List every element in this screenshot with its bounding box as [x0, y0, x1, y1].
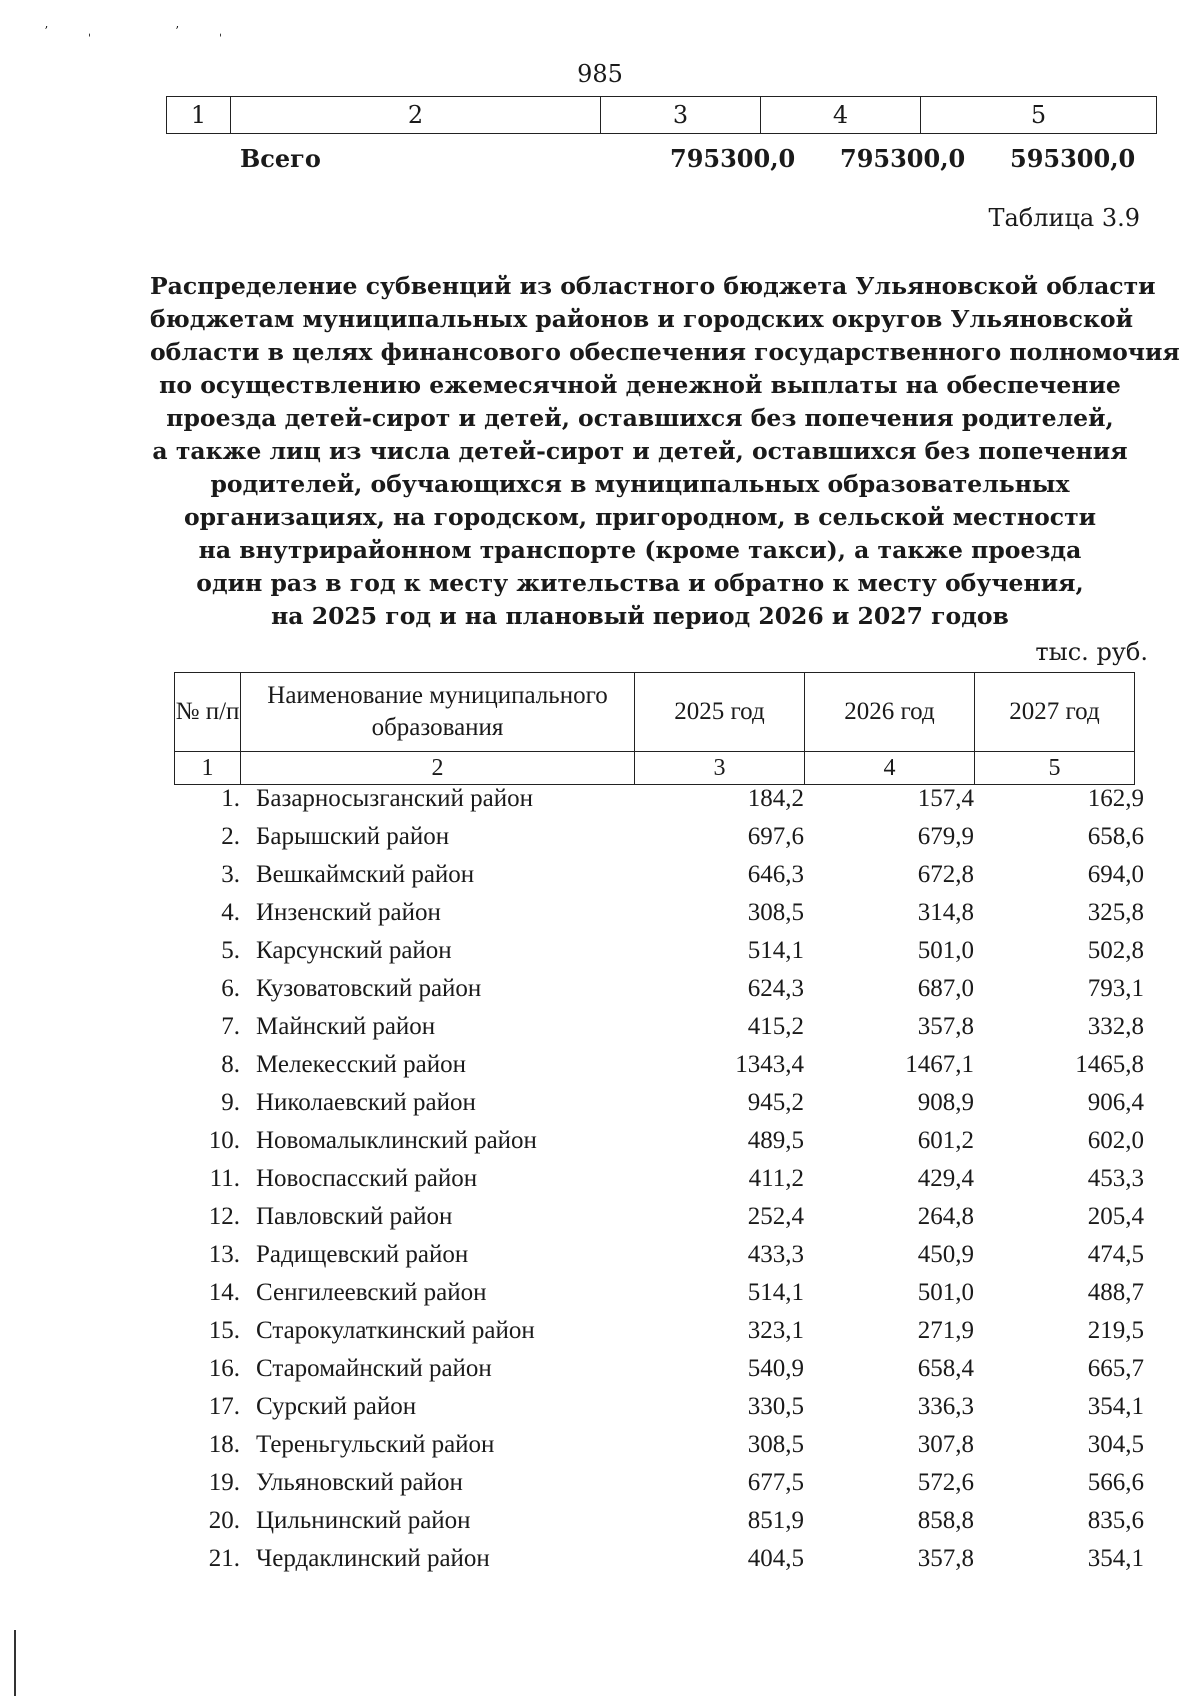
value-2027: 835,6: [1087, 1507, 1144, 1534]
district-name: Павловский район: [256, 1203, 453, 1230]
district-name: Сурский район: [256, 1393, 417, 1420]
district-name: Кузоватовский район: [256, 975, 482, 1002]
value-2026: 679,9: [917, 823, 974, 850]
value-2025: 851,9: [747, 1507, 804, 1534]
table-label: Таблица 3.9: [988, 204, 1140, 232]
value-2027: 694,0: [1087, 861, 1144, 888]
table-row: [174, 1046, 1144, 1084]
value-2026: 450,9: [917, 1241, 974, 1268]
value-2025: 415,2: [747, 1013, 804, 1040]
value-2026: 264,8: [917, 1203, 974, 1230]
col-number-5: 5: [921, 97, 1157, 134]
totals-2026: 795300,0: [840, 144, 966, 173]
value-2027: 566,6: [1087, 1469, 1144, 1496]
value-2027: 304,5: [1087, 1431, 1144, 1458]
table-row: [174, 1236, 1144, 1274]
row-number: 17.: [208, 1393, 240, 1420]
table-row: [174, 1312, 1144, 1350]
value-2025: 308,5: [747, 1431, 804, 1458]
header-2027: 2027 год: [975, 673, 1135, 752]
value-2025: 514,1: [747, 1279, 804, 1306]
row-number: 19.: [208, 1469, 240, 1496]
totals-2025: 795300,0: [670, 144, 796, 173]
totals-row: [240, 144, 1140, 178]
table-row: [174, 1008, 1144, 1046]
value-2027: 474,5: [1087, 1241, 1144, 1268]
page-number: 985: [577, 60, 623, 88]
value-2025: 945,2: [747, 1089, 804, 1116]
value-2027: 665,7: [1087, 1355, 1144, 1382]
value-2026: 672,8: [917, 861, 974, 888]
row-number: 18.: [208, 1431, 240, 1458]
district-name: Карсунский район: [256, 937, 452, 964]
table-row: [174, 1122, 1144, 1160]
header-2025: 2025 год: [635, 673, 805, 752]
table-row: [174, 1464, 1144, 1502]
district-name: Майнский район: [256, 1013, 436, 1040]
row-number: 12.: [208, 1203, 240, 1230]
table-row: [174, 780, 1144, 818]
value-2026: 157,4: [917, 785, 974, 812]
value-2025: 330,5: [747, 1393, 804, 1420]
title-line: а также лиц из числа детей-сирот и детей, оставшихся без попечения: [152, 437, 1128, 465]
district-name: Инзенский район: [256, 899, 441, 926]
continuation-header-table: [166, 96, 1157, 134]
table-row: [174, 932, 1144, 970]
district-name: Базарносызганский район: [256, 785, 534, 812]
col-number-4: 4: [761, 97, 921, 134]
value-2025: 184,2: [747, 785, 804, 812]
value-2026: 687,0: [917, 975, 974, 1002]
value-2026: 357,8: [917, 1013, 974, 1040]
subsidy-table-header: [174, 672, 1135, 785]
value-2025: 489,5: [747, 1127, 804, 1154]
value-2026: 501,0: [917, 937, 974, 964]
row-number: 2.: [221, 823, 240, 850]
table-row: [174, 1426, 1144, 1464]
row-number: 13.: [208, 1241, 240, 1268]
value-2025: 323,1: [747, 1317, 804, 1344]
district-name: Старокулаткинский район: [256, 1317, 535, 1344]
value-2026: 314,8: [917, 899, 974, 926]
column-index-4: 4: [805, 752, 975, 785]
table-row: [174, 1540, 1144, 1578]
document-title: [150, 270, 1180, 633]
column-index-1: 1: [175, 752, 241, 785]
value-2027: 906,4: [1087, 1089, 1144, 1116]
district-name: Новомалыклинский район: [256, 1127, 537, 1154]
col-number-1: 1: [167, 97, 231, 134]
value-2027: 219,5: [1087, 1317, 1144, 1344]
col-number-3: 3: [601, 97, 761, 134]
row-number: 10.: [208, 1127, 240, 1154]
value-2025: 697,6: [747, 823, 804, 850]
district-name: Старомайнский район: [256, 1355, 492, 1382]
row-number: 5.: [221, 937, 240, 964]
header-number: № п/п: [175, 673, 241, 752]
table-row: [174, 818, 1144, 856]
value-2027: 453,3: [1087, 1165, 1144, 1192]
table-row: [174, 1350, 1144, 1388]
value-2027: 658,6: [1087, 823, 1144, 850]
value-2027: 602,0: [1087, 1127, 1144, 1154]
table-row: [174, 1160, 1144, 1198]
value-2025: 252,4: [747, 1203, 804, 1230]
value-2027: 162,9: [1087, 785, 1144, 812]
value-2025: 404,5: [747, 1545, 804, 1572]
title-line: один раз в год к месту жительства и обратно к месту обучения,: [196, 569, 1084, 597]
value-2025: 1343,4: [735, 1051, 804, 1078]
value-2027: 502,8: [1087, 937, 1144, 964]
district-name: Николаевский район: [256, 1089, 476, 1116]
value-2026: 429,4: [917, 1165, 974, 1192]
row-number: 1.: [221, 785, 240, 812]
district-name: Мелекесский район: [256, 1051, 467, 1078]
district-name: Ульяновский район: [256, 1469, 463, 1496]
column-index-5: 5: [975, 752, 1135, 785]
row-number: 11.: [209, 1165, 240, 1192]
table-row: [174, 856, 1144, 894]
column-index-3: 3: [635, 752, 805, 785]
value-2025: 624,3: [747, 975, 804, 1002]
value-2025: 514,1: [747, 937, 804, 964]
value-2027: 325,8: [1087, 899, 1144, 926]
district-name: Барышский район: [256, 823, 450, 850]
title-line: бюджетам муниципальных районов и городских округов Ульяновской: [150, 305, 1134, 333]
value-2027: 205,4: [1087, 1203, 1144, 1230]
value-2025: 677,5: [747, 1469, 804, 1496]
district-name: Цильнинский район: [256, 1507, 471, 1534]
table-row: [174, 970, 1144, 1008]
value-2025: 411,2: [748, 1165, 804, 1192]
value-2026: 658,4: [917, 1355, 974, 1382]
scan-corner-marks: ʼˌ ʼˌ: [44, 24, 263, 38]
value-2027: 354,1: [1087, 1545, 1144, 1572]
value-2026: 271,9: [917, 1317, 974, 1344]
value-2027: 354,1: [1087, 1393, 1144, 1420]
district-name: Тереньгульский район: [256, 1431, 495, 1458]
row-number: 21.: [208, 1545, 240, 1572]
table-row: [174, 1084, 1144, 1122]
title-line: на внутрирайонном транспорте (кроме такси), а также проезда: [198, 536, 1082, 564]
value-2027: 793,1: [1087, 975, 1144, 1002]
value-2025: 540,9: [747, 1355, 804, 1382]
district-name: Вешкаймский район: [256, 861, 475, 888]
row-number: 15.: [208, 1317, 240, 1344]
totals-2027: 595300,0: [1010, 144, 1136, 173]
district-name: Сенгилеевский район: [256, 1279, 487, 1306]
value-2026: 1467,1: [905, 1051, 974, 1078]
scan-margin-line: [14, 1630, 16, 1696]
value-2025: 433,3: [747, 1241, 804, 1268]
col-number-2: 2: [231, 97, 601, 134]
value-2026: 858,8: [917, 1507, 974, 1534]
table-row: [174, 1388, 1144, 1426]
title-line: проезда детей-сирот и детей, оставшихся без попечения родителей,: [166, 404, 1114, 432]
row-number: 14.: [208, 1279, 240, 1306]
value-2026: 357,8: [917, 1545, 974, 1572]
table-row: [174, 894, 1144, 932]
title-line: на 2025 год и на плановый период 2026 и 2027 годов: [271, 602, 1009, 630]
table-row: [174, 1274, 1144, 1312]
header-name: Наименование муниципального образования: [241, 673, 635, 752]
row-number: 3.: [221, 861, 240, 888]
value-2027: 488,7: [1087, 1279, 1144, 1306]
table-row: [174, 1502, 1144, 1540]
value-2025: 308,5: [747, 899, 804, 926]
value-2025: 646,3: [747, 861, 804, 888]
title-line: области в целях финансового обеспечения государственного полномочия: [150, 338, 1180, 366]
row-number: 20.: [208, 1507, 240, 1534]
row-number: 9.: [221, 1089, 240, 1116]
value-2026: 601,2: [917, 1127, 974, 1154]
title-line: родителей, обучающихся в муниципальных образовательных: [210, 470, 1070, 498]
subsidy-table-body: [174, 780, 1144, 1578]
row-number: 4.: [221, 899, 240, 926]
header-2026: 2026 год: [805, 673, 975, 752]
units-label: тыс. руб.: [1035, 638, 1148, 666]
totals-label: Всего: [240, 144, 321, 173]
title-line: по осуществлению ежемесячной денежной выплаты на обеспечение: [159, 371, 1121, 399]
row-number: 7.: [221, 1013, 240, 1040]
district-name: Новоспасский район: [256, 1165, 478, 1192]
value-2027: 332,8: [1087, 1013, 1144, 1040]
district-name: Радищевский район: [256, 1241, 469, 1268]
table-row: [174, 1198, 1144, 1236]
district-name: Чердаклинский район: [256, 1545, 490, 1572]
value-2027: 1465,8: [1075, 1051, 1144, 1078]
row-number: 8.: [221, 1051, 240, 1078]
column-index-2: 2: [241, 752, 635, 785]
value-2026: 572,6: [917, 1469, 974, 1496]
title-line: организациях, на городском, пригородном, в сельской местности: [183, 503, 1097, 531]
value-2026: 336,3: [917, 1393, 974, 1420]
value-2026: 501,0: [917, 1279, 974, 1306]
value-2026: 908,9: [917, 1089, 974, 1116]
value-2026: 307,8: [917, 1431, 974, 1458]
row-number: 16.: [208, 1355, 240, 1382]
title-line: Распределение субвенций из областного бюджета Ульяновской области: [150, 272, 1156, 300]
row-number: 6.: [221, 975, 240, 1002]
